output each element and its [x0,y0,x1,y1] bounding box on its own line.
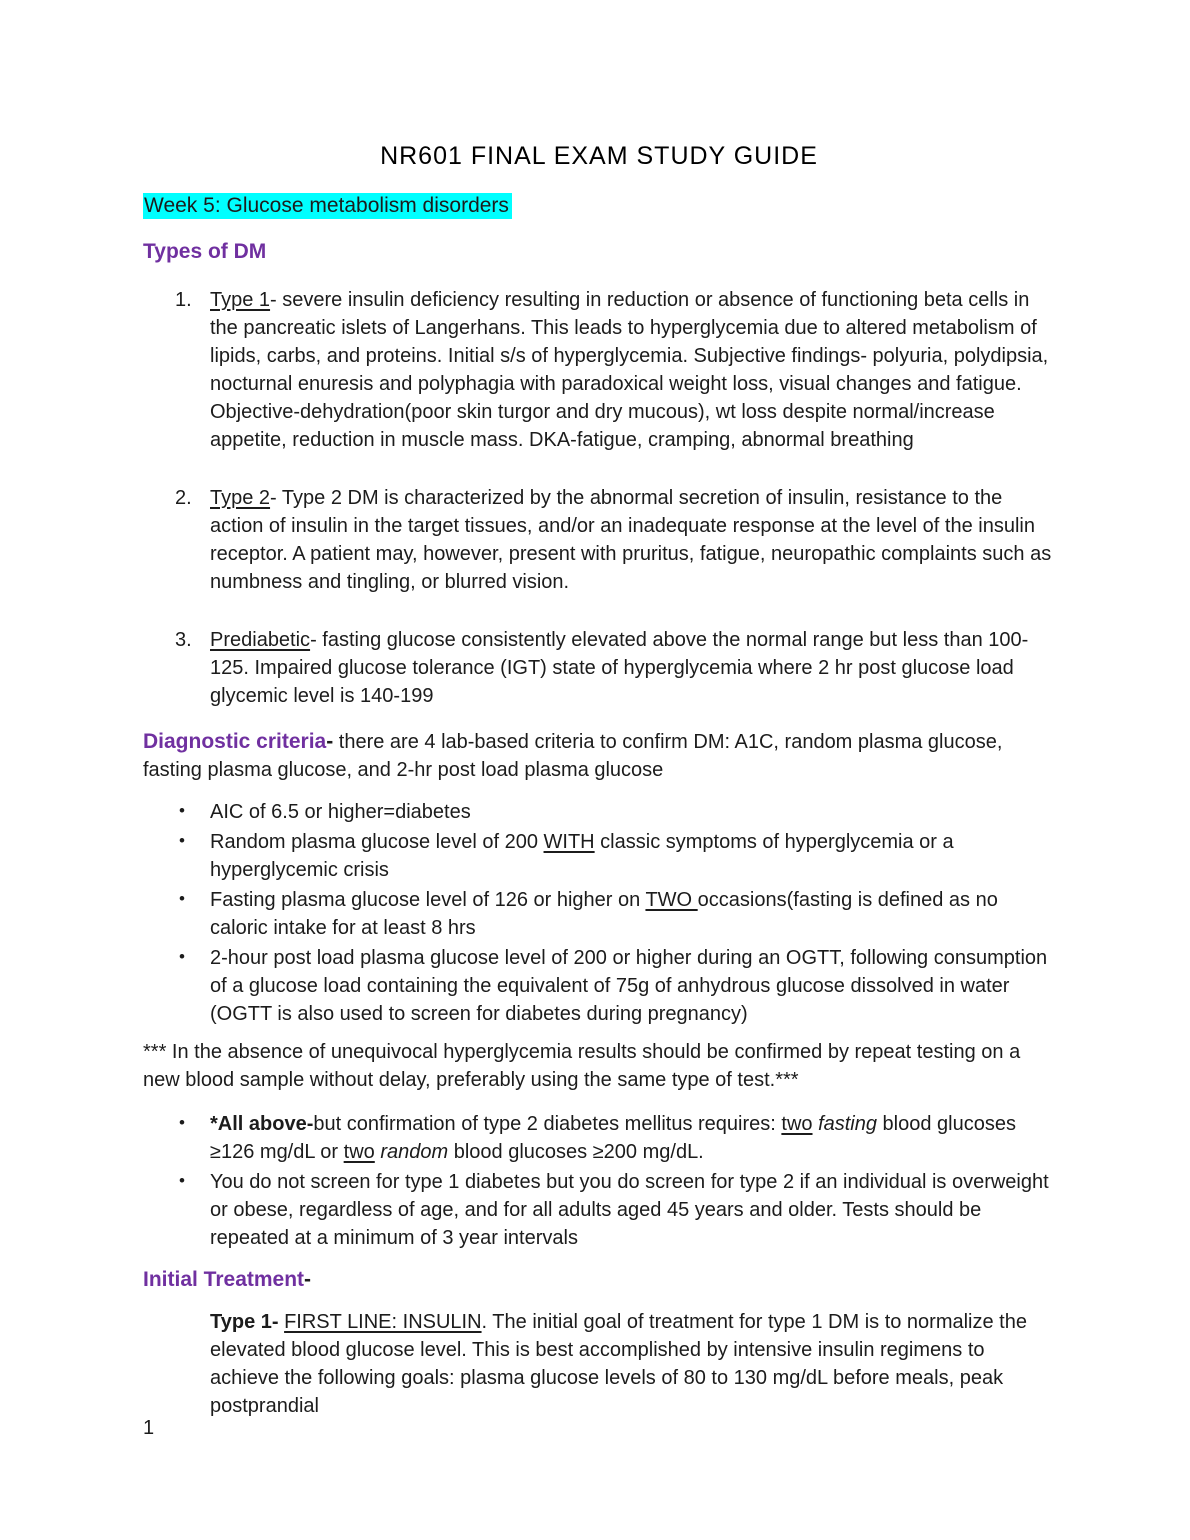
list-number: 2. [175,487,192,509]
page-number: 1 [143,1417,155,1439]
list-number: 3. [175,629,192,651]
list-item-prediabetic [143,626,1055,710]
confirmation-bullet-list [143,1110,1055,1252]
section-heading-initial-treatment: Initial Treatment [143,1268,305,1291]
section-heading-initial-treatment-line [143,1266,1055,1294]
diagnostic-bullet-list [143,798,1055,1028]
list-item-lead: Prediabetic [210,629,311,651]
bullet-text-italic: random [374,1141,449,1163]
document-title: NR601 FINAL EXAM STUDY GUIDE [380,142,818,170]
types-numbered-list [143,286,1055,710]
paragraph-lead-bold: Type 1- [210,1311,285,1333]
document-body [143,140,1055,1420]
bullet-a1c [143,798,1055,826]
bullet-icon: • [179,801,185,820]
bullet-text: blood glucoses ≥200 mg/dL. [448,1141,704,1163]
bullet-all-above [143,1110,1055,1166]
bullet-text: AIC of 6.5 or higher=diabetes [210,801,471,823]
paragraph-text-underlined: FIRST LINE: INSULIN [284,1311,482,1333]
bullet-2hr-post-load [143,944,1055,1028]
section-heading-types-of-dm: Types of DM [143,240,267,263]
list-item-text: - severe insulin deficiency resulting in reduction or absence of functioning beta cells in the pancreatic islets of Langerhans. This leads to hyperglycemia due to altered metabolism of lipids, carbs, and proteins. Initial s/s of hyperglycemia. Subjective findings- polyuria, polydipsia, nocturnal enuresis and polyphagia with paradoxical weight loss, visual changes and fatigue. Objective-dehydration(poor skin turgor and dry mucous), wt loss despite normal/increase appetite, reduction in muscle mass. DKA-fatigue, cramping, abnormal breathing [210,289,1049,451]
list-item-type-2 [143,484,1055,596]
bullet-icon: • [179,1171,185,1190]
list-item-text: - fasting glucose consistently elevated above the normal range but less than 100-125. Impaired glucose tolerance (IGT) state of hyperglycemia where 2 hr post glucose load glycemic level is 140-199 [210,629,1029,707]
list-item-type-1 [143,286,1055,454]
bullet-screening [143,1168,1055,1252]
bullet-fasting-plasma [143,886,1055,942]
bullet-text-bold: *All above- [210,1113,314,1135]
bullet-text-italic: fasting [812,1113,877,1135]
confirmation-note: *** In the absence of unequivocal hyperglycemia results should be confirmed by repeat testing on a new blood sample without delay, preferably using the same type of test.*** [143,1041,1021,1091]
highlighted-week-heading: Week 5: Glucose metabolism disorders [143,193,512,219]
bullet-text-underlined: WITH [543,831,595,853]
bullet-text: You do not screen for type 1 diabetes but you do screen for type 2 if an individual is overweight or obese, regardless of age, and for all adults aged 45 years and older. Tests should be repeated at a minimum of 3 year intervals [210,1171,1049,1249]
diagnostic-intro-text: there are 4 lab-based criteria to confirm DM: A1C, random plasma glucose, fasting plasma glucose, and 2-hr post load plasma glucose [143,731,1003,781]
section-heading-diagnostic-criteria: Diagnostic criteria [143,730,327,753]
bullet-text-underlined: TWO [645,889,698,911]
bullet-text: classic symptoms of hyperglycemia or a hyperglycemic crisis [210,831,954,881]
bullet-text: Random plasma glucose level of 200 [210,831,544,853]
bullet-text: 2-hour post load plasma glucose level of 200 or higher during an OGTT, following consumption of a glucose load containing the equivalent of 75g of anhydrous glucose dissolved in water (OGTT is also used to screen for diabetes during pregnancy) [210,947,1048,1025]
paragraph-text: . The initial goal of treatment for type 1 DM is to normalize the elevated blood glucose level. This is best accomplished by intensive insulin regimens to achieve the following goals: plasma glucose levels of 80 to 130 mg/dL before meals, peak postprandial [210,1311,1027,1417]
bullet-text-underlined: two [343,1141,375,1163]
bullet-random-plasma [143,828,1055,884]
bullet-icon: • [179,889,185,908]
bullet-text-underlined: two [781,1113,813,1135]
bullet-text: occasions(fasting is defined as no caloric intake for at least 8 hrs [210,889,998,939]
week-heading [143,192,1055,220]
bullet-text: Fasting plasma glucose level of 126 or higher on [210,889,646,911]
bullet-icon: • [179,831,185,850]
list-item-lead: Type 1 [210,289,271,311]
list-item-lead: Type 2 [210,487,271,509]
heading-dash: - [326,730,334,753]
bullet-icon: • [179,947,185,966]
bullet-text: blood glucoses ≥126 mg/dL or [210,1113,1016,1163]
list-item-text: - Type 2 DM is characterized by the abnormal secretion of insulin, resistance to the action of insulin in the target tissues, and/or an inadequate response at the level of the insulin receptor. A patient may, however, present with pruritus, fatigue, neuropathic complaints such as numbness and tingling, or blurred vision. [210,487,1052,593]
heading-dash: - [304,1268,312,1291]
list-number: 1. [175,289,192,311]
bullet-icon: • [179,1113,185,1132]
bullet-text: but confirmation of type 2 diabetes mellitus requires: [313,1113,782,1135]
type1-treatment-paragraph [210,1308,1055,1420]
diagnostic-criteria-paragraph [143,728,1055,784]
